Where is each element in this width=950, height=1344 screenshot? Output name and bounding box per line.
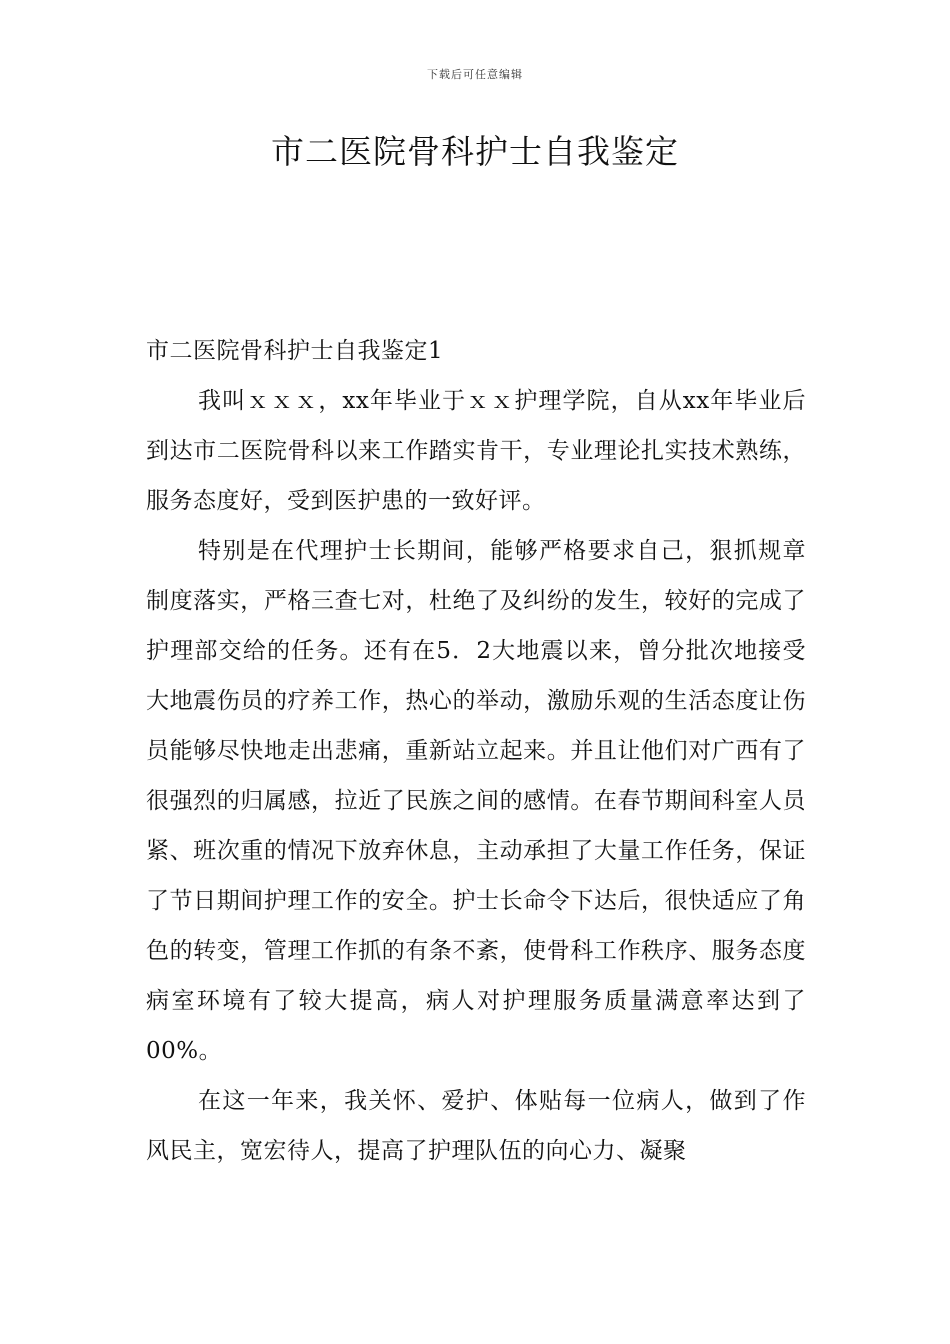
paragraph-2: 特别是在代理护士长期间，能够严格要求自己，狠抓规章制度落实，严格三查七对，杜绝了及纠纷的发生，较好的完成了护理部交给的任务。还有在5．2大地震以来，曾分批次地接受大地震伤员的疗养工作，热心的举动，激励乐观的生活态度让伤员能够尽快地走出悲痛，重新站立起来。并且让他们对广西有了很强烈的归属感，拉近了民族之间的感情。在春节期间科室人员紧、班次重的情况下放弃休息，主动承担了大量工作任务，保证了节日期间护理工作的安全。护士长命令下达后，很快适应了角色的转变，管理工作抓的有条不紊，使骨科工作秩序、服务态度病室环境有了较大提高，病人对护理服务质量满意率达到了 00%。 [146, 538, 806, 1064]
document-title: 市二医院骨科护士自我鉴定 [271, 132, 679, 171]
paragraph-1: 我叫ｘｘｘ，xx年毕业于ｘｘ护理学院，自从xx年毕业后到达市二医院骨科以来工作踏实肯干，专业理论扎实技术熟练，服务态度好，受到医护患的一致好评。 [146, 388, 806, 514]
section-heading: 市二医院骨科护士自我鉴定1 [146, 338, 444, 364]
document-body [146, 326, 806, 1176]
header-note: 下载后可任意编辑 [427, 68, 523, 81]
paragraph-3: 在这一年来，我关怀、爱护、体贴每一位病人，做到了作风民主，宽宏待人，提高了护理队伍的向心力、凝聚 [146, 1088, 806, 1164]
